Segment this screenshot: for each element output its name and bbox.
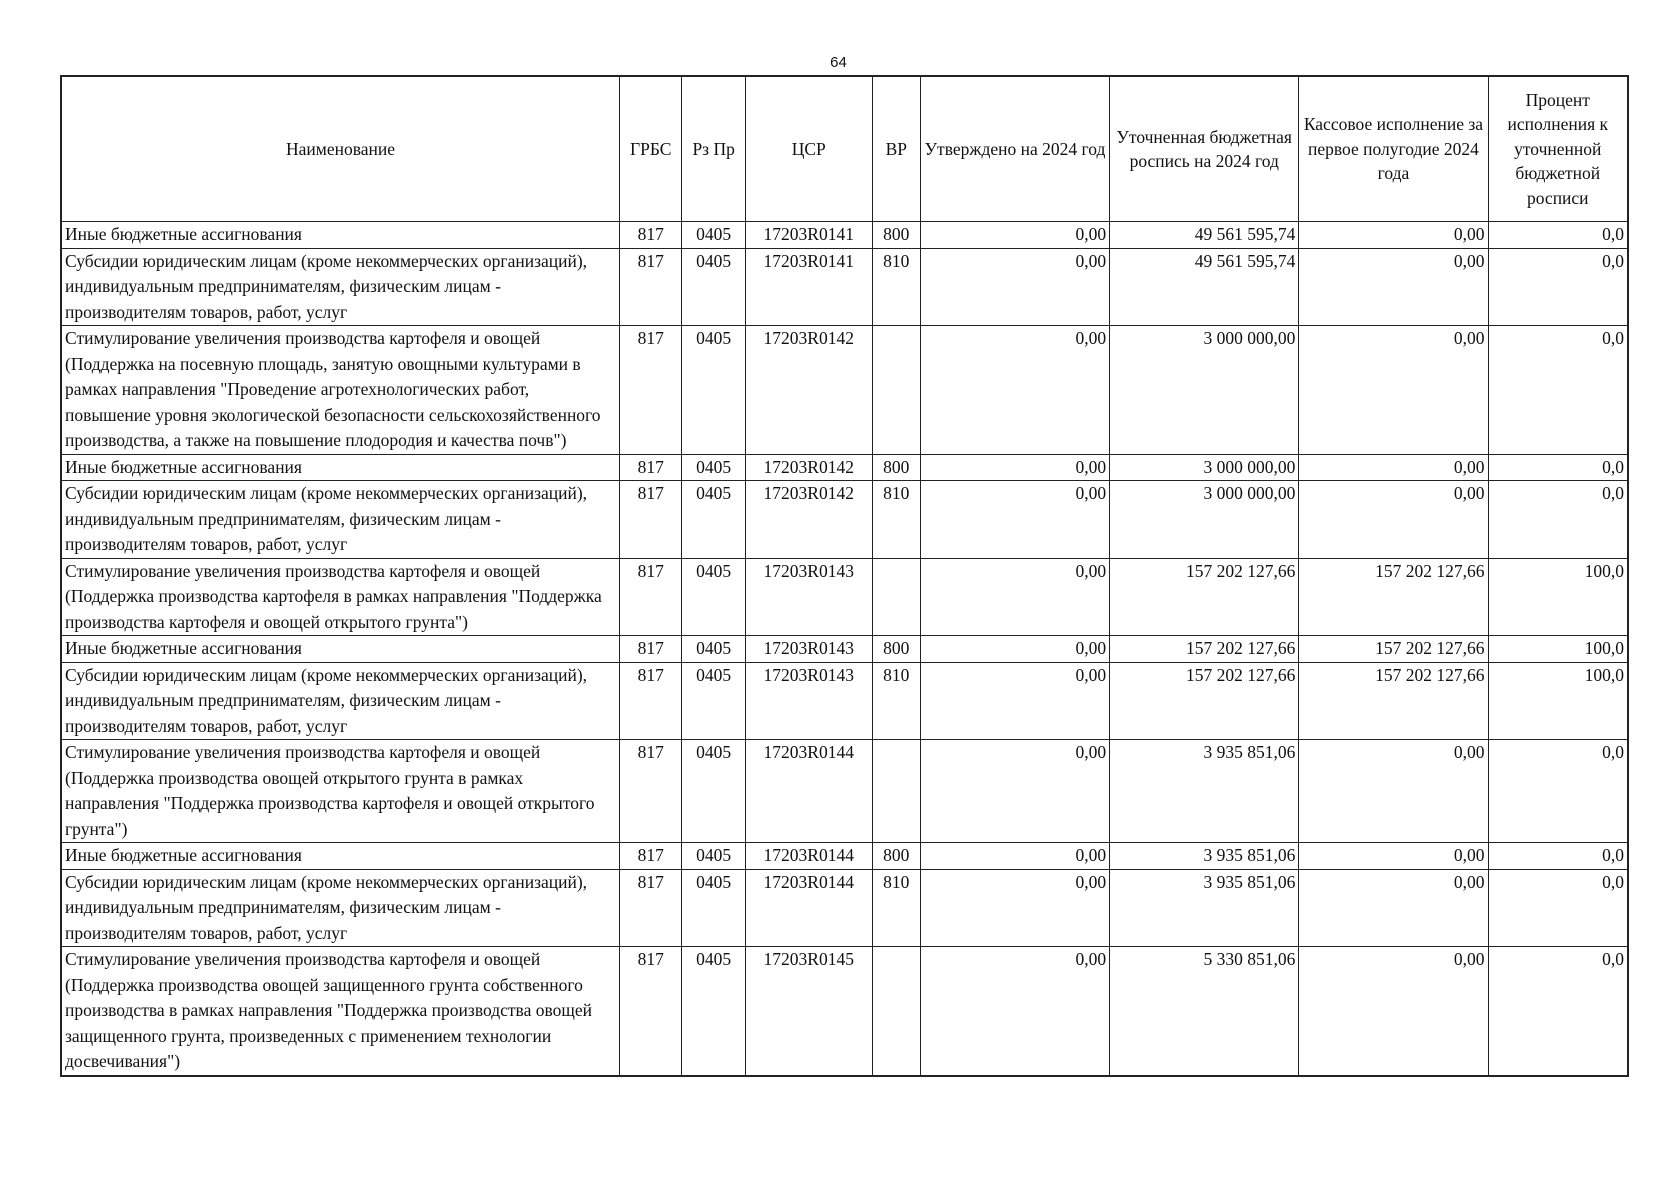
cell-cash: 0,00 xyxy=(1299,326,1488,455)
cell-csr: 17203R0143 xyxy=(745,662,872,740)
table-row xyxy=(61,662,1628,740)
header-rzpr: Рз Пр xyxy=(682,76,745,222)
cell-refined: 49 561 595,74 xyxy=(1110,248,1299,326)
cell-cash: 157 202 127,66 xyxy=(1299,558,1488,636)
cell-rzpr: 0405 xyxy=(682,662,745,740)
cell-cash: 0,00 xyxy=(1299,947,1488,1076)
cell-refined: 3 935 851,06 xyxy=(1110,843,1299,870)
cell-rzpr: 0405 xyxy=(682,869,745,947)
cell-vr: 800 xyxy=(872,636,920,663)
cell-approved: 0,00 xyxy=(920,454,1109,481)
cell-vr: 800 xyxy=(872,843,920,870)
cell-name: Субсидии юридическим лицам (кроме некоммерческих организаций), индивидуальным предпринимателям, физическим лицам - производителям товаров, работ, услуг xyxy=(61,481,620,559)
cell-approved: 0,00 xyxy=(920,248,1109,326)
cell-percent: 0,0 xyxy=(1488,454,1628,481)
cell-percent: 0,0 xyxy=(1488,481,1628,559)
cell-cash: 157 202 127,66 xyxy=(1299,636,1488,663)
cell-percent: 0,0 xyxy=(1488,222,1628,249)
cell-vr: 810 xyxy=(872,869,920,947)
cell-approved: 0,00 xyxy=(920,662,1109,740)
cell-grbs: 817 xyxy=(620,248,682,326)
cell-approved: 0,00 xyxy=(920,222,1109,249)
cell-vr: 800 xyxy=(872,454,920,481)
cell-approved: 0,00 xyxy=(920,947,1109,1076)
cell-grbs: 817 xyxy=(620,326,682,455)
header-csr: ЦСР xyxy=(745,76,872,222)
table-row xyxy=(61,222,1628,249)
cell-name: Стимулирование увеличения производства картофеля и овощей (Поддержка производства овощей открытого грунта в рамках направления "Поддержка производства картофеля и овощей открытого грунта") xyxy=(61,740,620,843)
cell-name: Стимулирование увеличения производства картофеля и овощей (Поддержка производства овощей защищенного грунта собственного производства в рамках направления "Поддержка производства овощей защищенного грунта, произведенных с применением технологии досвечивания") xyxy=(61,947,620,1076)
cell-percent: 100,0 xyxy=(1488,636,1628,663)
table-row xyxy=(61,558,1628,636)
header-refined: Уточненная бюджетная роспись на 2024 год xyxy=(1110,76,1299,222)
header-vr: ВР xyxy=(872,76,920,222)
cell-approved: 0,00 xyxy=(920,843,1109,870)
cell-csr: 17203R0142 xyxy=(745,326,872,455)
page-number: 64 xyxy=(830,54,847,71)
budget-table xyxy=(60,75,1629,1077)
cell-refined: 49 561 595,74 xyxy=(1110,222,1299,249)
table-row xyxy=(61,636,1628,663)
table-row xyxy=(61,740,1628,843)
table-row xyxy=(61,869,1628,947)
cell-cash: 0,00 xyxy=(1299,843,1488,870)
cell-cash: 0,00 xyxy=(1299,248,1488,326)
cell-vr: 810 xyxy=(872,481,920,559)
table-row xyxy=(61,326,1628,455)
cell-cash: 0,00 xyxy=(1299,740,1488,843)
cell-vr xyxy=(872,326,920,455)
cell-refined: 157 202 127,66 xyxy=(1110,558,1299,636)
cell-refined: 3 935 851,06 xyxy=(1110,869,1299,947)
cell-cash: 0,00 xyxy=(1299,481,1488,559)
cell-approved: 0,00 xyxy=(920,636,1109,663)
cell-rzpr: 0405 xyxy=(682,481,745,559)
cell-csr: 17203R0144 xyxy=(745,740,872,843)
cell-vr xyxy=(872,740,920,843)
cell-grbs: 817 xyxy=(620,481,682,559)
cell-csr: 17203R0144 xyxy=(745,843,872,870)
table-row xyxy=(61,248,1628,326)
cell-rzpr: 0405 xyxy=(682,248,745,326)
cell-csr: 17203R0144 xyxy=(745,869,872,947)
cell-grbs: 817 xyxy=(620,662,682,740)
cell-percent: 0,0 xyxy=(1488,248,1628,326)
cell-refined: 5 330 851,06 xyxy=(1110,947,1299,1076)
table-row xyxy=(61,843,1628,870)
cell-grbs: 817 xyxy=(620,222,682,249)
cell-grbs: 817 xyxy=(620,947,682,1076)
cell-refined: 157 202 127,66 xyxy=(1110,662,1299,740)
cell-csr: 17203R0142 xyxy=(745,481,872,559)
cell-grbs: 817 xyxy=(620,869,682,947)
header-approved: Утверждено на 2024 год xyxy=(920,76,1109,222)
cell-name: Стимулирование увеличения производства картофеля и овощей (Поддержка производства картофеля в рамках направления "Поддержка производства картофеля и овощей открытого грунта") xyxy=(61,558,620,636)
cell-percent: 0,0 xyxy=(1488,947,1628,1076)
cell-name: Стимулирование увеличения производства картофеля и овощей (Поддержка на посевную площадь, занятую овощными культурами в рамках направления "Проведение агротехнологических работ, повышение уровня экологической безопасности сельскохозяйственного производства, а также на повышение плодородия и качества почв") xyxy=(61,326,620,455)
cell-refined: 157 202 127,66 xyxy=(1110,636,1299,663)
cell-name: Иные бюджетные ассигнования xyxy=(61,843,620,870)
cell-percent: 0,0 xyxy=(1488,869,1628,947)
cell-approved: 0,00 xyxy=(920,326,1109,455)
cell-csr: 17203R0143 xyxy=(745,558,872,636)
cell-name: Иные бюджетные ассигнования xyxy=(61,454,620,481)
header-cash: Кассовое исполнение за первое полугодие 2024 года xyxy=(1299,76,1488,222)
cell-csr: 17203R0141 xyxy=(745,248,872,326)
table-body xyxy=(61,222,1628,1076)
cell-csr: 17203R0141 xyxy=(745,222,872,249)
cell-refined: 3 935 851,06 xyxy=(1110,740,1299,843)
cell-grbs: 817 xyxy=(620,454,682,481)
cell-cash: 0,00 xyxy=(1299,222,1488,249)
cell-vr: 800 xyxy=(872,222,920,249)
cell-percent: 0,0 xyxy=(1488,843,1628,870)
cell-rzpr: 0405 xyxy=(682,326,745,455)
cell-vr xyxy=(872,558,920,636)
table-row xyxy=(61,454,1628,481)
header-grbs: ГРБС xyxy=(620,76,682,222)
cell-rzpr: 0405 xyxy=(682,636,745,663)
cell-approved: 0,00 xyxy=(920,740,1109,843)
cell-percent: 100,0 xyxy=(1488,558,1628,636)
table-header-row xyxy=(61,76,1628,222)
cell-name: Субсидии юридическим лицам (кроме некоммерческих организаций), индивидуальным предпринимателям, физическим лицам - производителям товаров, работ, услуг xyxy=(61,869,620,947)
header-name: Наименование xyxy=(61,76,620,222)
cell-cash: 0,00 xyxy=(1299,454,1488,481)
cell-approved: 0,00 xyxy=(920,558,1109,636)
cell-name: Иные бюджетные ассигнования xyxy=(61,636,620,663)
cell-csr: 17203R0142 xyxy=(745,454,872,481)
cell-grbs: 817 xyxy=(620,636,682,663)
cell-name: Субсидии юридическим лицам (кроме некоммерческих организаций), индивидуальным предпринимателям, физическим лицам - производителям товаров, работ, услуг xyxy=(61,248,620,326)
cell-refined: 3 000 000,00 xyxy=(1110,481,1299,559)
cell-grbs: 817 xyxy=(620,843,682,870)
cell-csr: 17203R0145 xyxy=(745,947,872,1076)
cell-vr: 810 xyxy=(872,248,920,326)
cell-approved: 0,00 xyxy=(920,481,1109,559)
cell-csr: 17203R0143 xyxy=(745,636,872,663)
cell-approved: 0,00 xyxy=(920,869,1109,947)
cell-grbs: 817 xyxy=(620,740,682,843)
cell-cash: 157 202 127,66 xyxy=(1299,662,1488,740)
cell-cash: 0,00 xyxy=(1299,869,1488,947)
cell-vr: 810 xyxy=(872,662,920,740)
cell-rzpr: 0405 xyxy=(682,947,745,1076)
cell-name: Субсидии юридическим лицам (кроме некоммерческих организаций), индивидуальным предпринимателям, физическим лицам - производителям товаров, работ, услуг xyxy=(61,662,620,740)
cell-refined: 3 000 000,00 xyxy=(1110,454,1299,481)
table-row xyxy=(61,481,1628,559)
cell-percent: 100,0 xyxy=(1488,662,1628,740)
table-row xyxy=(61,947,1628,1076)
cell-name: Иные бюджетные ассигнования xyxy=(61,222,620,249)
cell-refined: 3 000 000,00 xyxy=(1110,326,1299,455)
cell-grbs: 817 xyxy=(620,558,682,636)
header-percent: Процент исполнения к уточненной бюджетной росписи xyxy=(1488,76,1628,222)
cell-percent: 0,0 xyxy=(1488,740,1628,843)
cell-rzpr: 0405 xyxy=(682,558,745,636)
cell-percent: 0,0 xyxy=(1488,326,1628,455)
cell-vr xyxy=(872,947,920,1076)
cell-rzpr: 0405 xyxy=(682,454,745,481)
cell-rzpr: 0405 xyxy=(682,222,745,249)
cell-rzpr: 0405 xyxy=(682,740,745,843)
cell-rzpr: 0405 xyxy=(682,843,745,870)
